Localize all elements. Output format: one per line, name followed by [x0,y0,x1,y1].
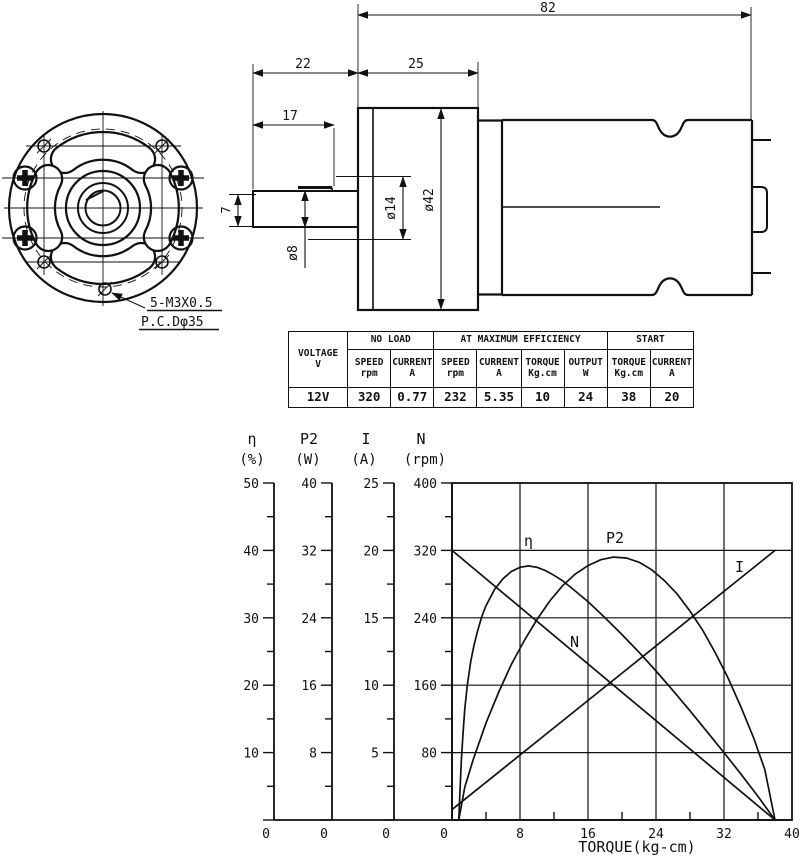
value-cell: 5.35 [477,388,521,408]
value-cell: 0.77 [391,388,434,408]
axis-tick-label: 10 [363,679,379,695]
dim-22: 22 [295,57,311,72]
curve-label-i: I [735,558,745,576]
side-view [219,1,771,310]
dim-dia42: ø42 [422,188,437,212]
col-header: CURRENT A [477,350,521,388]
value-cell: 320 [348,388,391,408]
curve-label-eta: η [524,532,534,550]
axis-tick-label: 15 [363,611,379,627]
col-header: TORQUE Kg.cm [607,350,650,388]
value-cell: 20 [650,388,693,408]
p2-axis-name: P2 [299,430,319,448]
col-header: CURRENT A [650,350,693,388]
group-no-load: NO LOAD [348,332,434,350]
curve-label-p2: P2 [606,529,625,547]
axis-tick-label: 8 [309,746,317,762]
curve-labels [524,529,744,651]
axis-zero-label: 0 [382,827,390,842]
curve-eta [459,566,775,820]
value-cell: 12V [289,388,348,408]
rear-boss [752,187,767,232]
axis-tick-label: 30 [243,611,259,627]
x-tick-label: 32 [716,827,732,842]
axis-tick-label: 5 [371,746,379,762]
eta-axis-name: η [247,430,257,448]
col-header: OUTPUT W [564,350,607,388]
axis-tick-label: 400 [413,477,437,492]
col-header: CURRENT A [391,350,434,388]
col-header: TORQUE Kg.cm [521,350,564,388]
dim-dia14: ø14 [384,196,399,220]
value-cell: 38 [607,388,650,408]
spec-table [288,331,694,408]
axis-tick-label: 40 [301,477,317,492]
motor-neck [478,120,502,295]
axis-zero-label: 0 [262,827,270,842]
axis-zero-label: 0 [440,827,448,842]
col-header: SPEED rpm [434,350,477,388]
axis-tick-label: 320 [413,544,437,560]
x-tick-label: 8 [516,827,524,842]
performance-chart [239,430,799,856]
value-cell: 232 [434,388,477,408]
chart-generated [243,477,799,842]
value-cell: 24 [564,388,607,408]
axis-tick-label: 50 [243,477,259,492]
thread-note: 5-M3X0.5 [150,296,213,311]
axis-tick-label: 80 [421,746,437,762]
axis-tick-label: 20 [363,544,379,560]
axis-tick-label: 160 [413,679,437,695]
voltage-header: VOLTAGE V [289,332,348,388]
axis-tick-label: 32 [301,544,317,560]
col-header: SPEED rpm [348,350,391,388]
group-max-efficiency: AT MAXIMUM EFFICIENCY [434,332,607,350]
motor-body [502,120,771,295]
dim-7: 7 [219,206,233,214]
p2-axis-unit: (W) [295,452,321,468]
axis-tick-label: 10 [243,746,259,762]
pcd-note: P.C.Dφ35 [141,315,204,330]
axis-tick-label: 40 [243,544,259,560]
axis-tick-label: 240 [413,611,437,627]
value-cell: 10 [521,388,564,408]
dim-82: 82 [540,1,556,16]
front-view [2,111,222,330]
i-axis-unit: (A) [351,452,377,468]
group-start: START [607,332,693,350]
x-tick-label: 40 [784,827,800,842]
eta-axis-unit: (%) [239,452,265,468]
x-tick-label: 24 [648,827,664,842]
axis-tick-label: 20 [243,679,259,695]
x-tick-label: 16 [580,827,596,842]
axis-tick-label: 25 [363,477,379,492]
dim-17: 17 [282,109,298,124]
axis-tick-label: 24 [301,611,317,627]
dimensions [219,1,751,309]
axis-zero-label: 0 [320,827,328,842]
i-axis-name: I [361,430,371,448]
curve-i [452,550,775,809]
n-axis-unit: (rpm) [403,452,447,468]
axis-headers [239,430,446,468]
n-axis-name: N [416,430,426,448]
curve-label-n: N [570,633,580,651]
dim-dia8: ø8 [286,245,301,261]
dim-25: 25 [408,57,424,72]
gearbox [358,108,478,310]
axis-tick-label: 16 [301,679,317,695]
x-axis-title: TORQUE(kg-cm) [578,838,696,856]
